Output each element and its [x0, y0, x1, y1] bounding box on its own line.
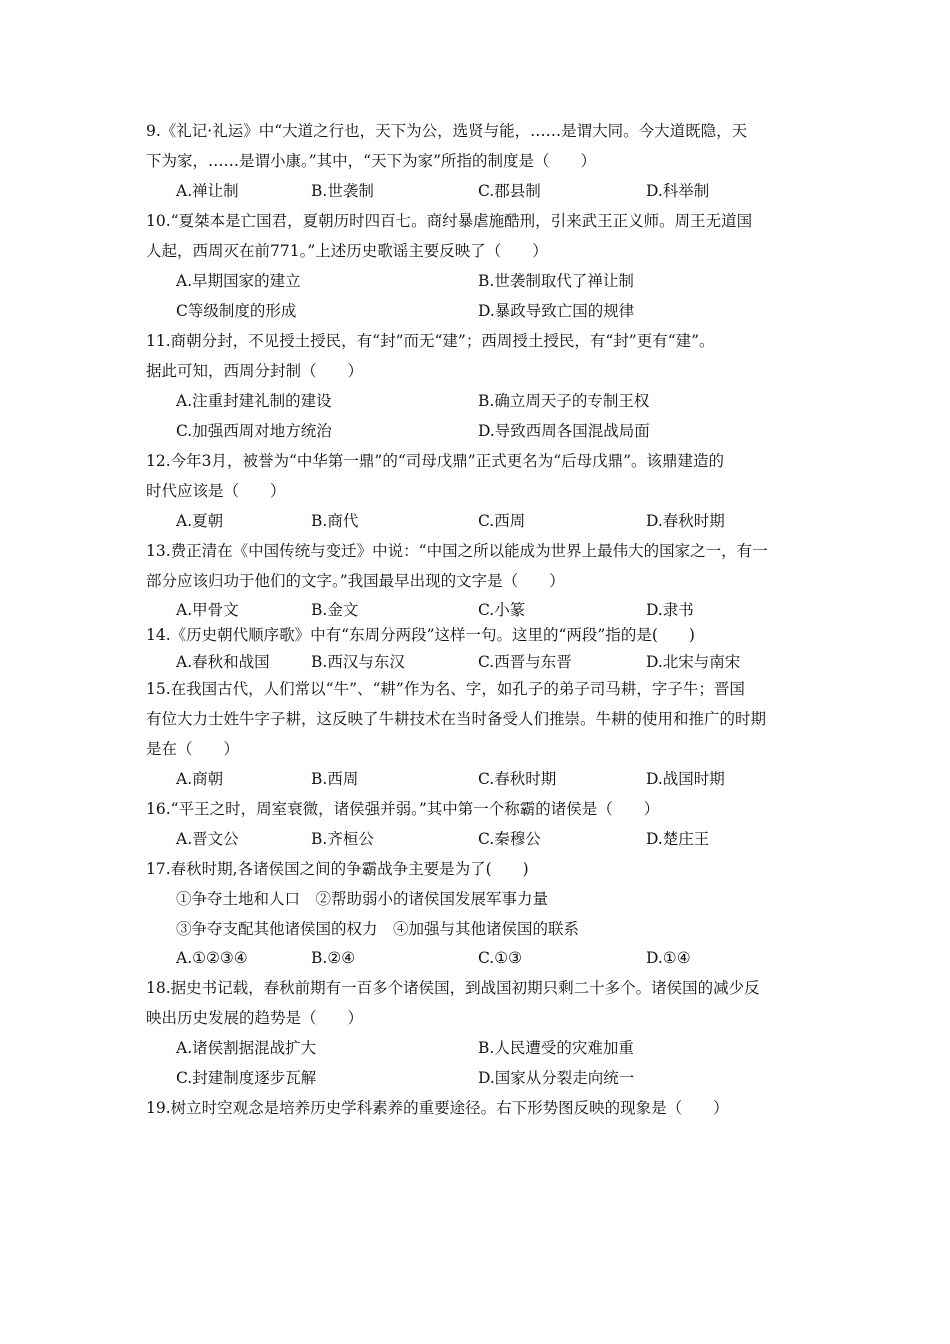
options-14: [176, 647, 826, 677]
question-text-line: 12.今年3月，被誉为“中华第一鼎”的“司母戊鼎”正式更名为“后母戊鼎”。该鼎建造的: [146, 452, 725, 470]
question-text-line: 17.春秋时期,各诸侯国之间的争霸战争主要是为了( ): [146, 860, 529, 878]
options-12: [176, 506, 826, 536]
statement-items-17-row-2: [176, 914, 826, 944]
options-15: [176, 764, 826, 794]
question-text-line: 19.树立时空观念是培养历史学科素养的重要途径。右下形势图反映的现象是（ ）: [146, 1099, 729, 1117]
question-text-line: 16.“平王之时，周室衰微，诸侯强并弱。”其中第一个称霸的诸侯是（ ）: [146, 800, 660, 818]
question-text-line: 9.《礼记·礼运》中“大道之行也，天下为公，选贤与能，……是谓大同。今大道既隐，天: [146, 122, 748, 140]
option-d: D.北宋与南宋: [646, 653, 741, 671]
option-c: C.西周: [478, 512, 526, 530]
option-a: A.诸侯割据混战扩大: [176, 1039, 317, 1057]
option-a: A.①②③④: [176, 949, 248, 967]
option-a: A.甲骨文: [176, 601, 239, 619]
option-d: D.暴政导致亡国的规律: [478, 302, 635, 320]
option-c: C等级制度的形成: [176, 302, 297, 320]
option-a: A.晋文公: [176, 830, 239, 848]
option-d: D.①④: [646, 949, 691, 967]
statement-item: ①争夺土地和人口 ②帮助弱小的诸侯国发展军事力量: [176, 890, 549, 908]
question-18: [146, 973, 826, 1033]
option-a: A.商朝: [176, 770, 224, 788]
question-text-line: 映出历史发展的趋势是（ ）: [146, 1009, 364, 1027]
option-d: D.春秋时期: [646, 512, 725, 530]
option-b: B.世袭制取代了禅让制: [478, 272, 634, 290]
options-10-row-1: [176, 266, 826, 296]
question-9: [146, 116, 826, 176]
statement-items-17-row-1: [176, 884, 826, 914]
option-d: D.科举制: [646, 182, 710, 200]
option-d: D.隶书: [646, 601, 694, 619]
question-text-line: 11.商朝分封，不见授土授民，有“封”而无“建”；西周授土授民，有“封”更有“建”。: [146, 332, 715, 350]
options-18-row-1: [176, 1033, 826, 1063]
option-b: B.金文: [311, 601, 359, 619]
option-b: B.世袭制: [311, 182, 374, 200]
option-b: B.西汉与东汉: [311, 653, 405, 671]
question-10: [146, 206, 826, 266]
option-a: A.春秋和战国: [176, 653, 270, 671]
question-text-line: 下为家，……是谓小康。”其中，“天下为家”所指的制度是（ ）: [146, 152, 597, 170]
option-c: C.加强西周对地方统治: [176, 422, 332, 440]
option-b: B.确立周天子的专制王权: [478, 392, 650, 410]
question-13: [146, 536, 826, 596]
options-10-row-2: [176, 296, 826, 326]
option-d: D.国家从分裂走向统一: [478, 1069, 635, 1087]
options-18-row-2: [176, 1063, 826, 1093]
option-a: A.早期国家的建立: [176, 272, 301, 290]
option-d: D.战国时期: [646, 770, 725, 788]
option-b: B.人民遭受的灾难加重: [478, 1039, 634, 1057]
statement-item: ③争夺支配其他诸侯国的权力 ④加强与其他诸侯国的联系: [176, 920, 580, 938]
option-c: C.郡县制: [478, 182, 541, 200]
question-17: [146, 854, 826, 884]
options-9: [176, 176, 826, 206]
question-16: [146, 794, 826, 824]
question-text-line: 10.“夏桀本是亡国君，夏朝历时四百七。商纣暴虐施酷刑，引来武王正义师。周王无道国: [146, 212, 753, 230]
option-b: B.②④: [311, 949, 356, 967]
options-17: [176, 943, 826, 973]
option-c: C.秦穆公: [478, 830, 541, 848]
question-text-line: 据此可知，西周分封制（ ）: [146, 362, 364, 380]
option-b: B.西周: [311, 770, 359, 788]
option-d: D.导致西周各国混战局面: [478, 422, 650, 440]
option-b: B.齐桓公: [311, 830, 374, 848]
question-15: [146, 674, 826, 764]
option-a: A.夏朝: [176, 512, 224, 530]
question-19: [146, 1093, 826, 1123]
question-text-line: 部分应该归功于他们的文字。”我国最早出现的文字是（ ）: [146, 572, 565, 590]
options-11-row-2: [176, 416, 826, 446]
question-14: [146, 620, 826, 650]
question-text-line: 有位大力士姓牛字子耕，这反映了牛耕技术在当时备受人们推崇。牛耕的使用和推广的时期: [146, 710, 767, 728]
question-11: [146, 326, 826, 386]
option-d: D.楚庄王: [646, 830, 710, 848]
question-text-line: 时代应该是（ ）: [146, 482, 286, 500]
option-c: C.小篆: [478, 601, 526, 619]
question-text-line: 是在（ ）: [146, 740, 240, 758]
option-c: C.西晋与东晋: [478, 653, 572, 671]
question-text-line: 13.费正清在《中国传统与变迁》中说：“中国之所以能成为世界上最伟大的国家之一，有一: [146, 542, 768, 560]
question-12: [146, 446, 826, 506]
option-c: C.春秋时期: [478, 770, 557, 788]
question-text-line: 14.《历史朝代顺序歌》中有“东周分两段”这样一句。这里的“两段”指的是( ): [146, 626, 695, 644]
options-11-row-1: [176, 386, 826, 416]
option-b: B.商代: [311, 512, 359, 530]
options-16: [176, 824, 826, 854]
question-text-line: 人起，西周灭在前771。”上述历史歌谣主要反映了（ ）: [146, 242, 548, 260]
option-a: A.禅让制: [176, 182, 239, 200]
option-c: C.①③: [478, 949, 523, 967]
question-text-line: 15.在我国古代，人们常以“牛”、“耕”作为名、字，如孔子的弟子司马耕，字子牛；晋国: [146, 680, 745, 698]
question-text-line: 18.据史书记载，春秋前期有一百多个诸侯国，到战国初期只剩二十多个。诸侯国的减少反: [146, 979, 760, 997]
option-c: C.封建制度逐步瓦解: [176, 1069, 317, 1087]
option-a: A.注重封建礼制的建设: [176, 392, 332, 410]
